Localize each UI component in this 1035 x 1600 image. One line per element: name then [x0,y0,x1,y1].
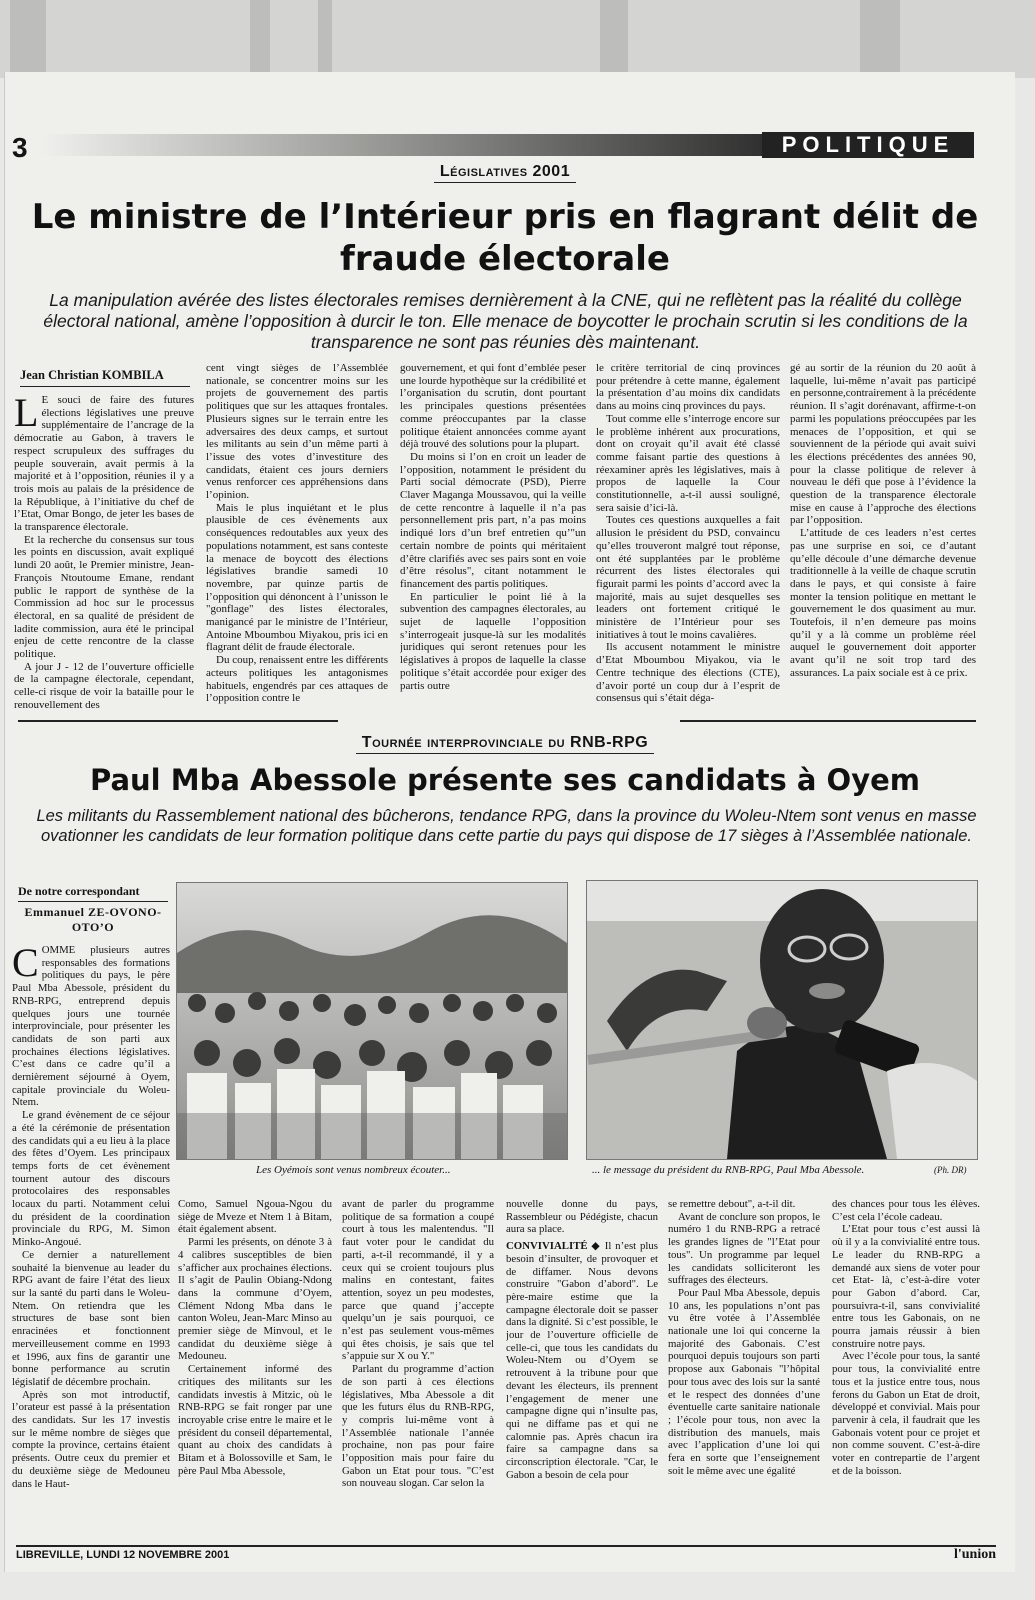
separator-rule [680,720,976,722]
scan-stripe [600,0,628,78]
article2-column-5: se remettre debout", a-t-il dit. Avant de conclure son propos, le numéro 1 du RNB-RPG a retracé les grandes lignes de "l’Etat pour tous". Un programme par lequel les candidats solliciteront les suffrages des électeurs. Pour Paul Mba Abessole, depuis 10 ans, les populations n’ont pas vu être votée à l’Assemblée nationale une loi qui concerne la majorité des Gabonais. C’est pourquoi depuis toujours son parti propose aux Gabonais "l’hôpital pour tous avec des lois sur la santé et le respect des données d’une éventuelle carte sanitaire nationale ; l’école pour tous, non avec la distribution des manuels, mais avec l’application d’une loi qui fera en sorte que l’enseignement soit le même avec une égalité [668,1198,820,1477]
diamond-icon: ◆ [587,1240,605,1253]
article1-kicker: Législatives 2001 [0,163,1010,181]
article2-column-4: nouvelle donne du pays, Rassembleur ou Pédégiste, chacun aura sa place. CONVIVIALITÉ ◆ Il n’est plus besoin d’insulter, de provoquer et de diffamer. Nous devons construire "Gabon d’abord". Le père-maire estime que la campagne électorale doit se passer dans la dignité. Si c’est possible, le jour de l’ouverture officielle de celle-ci, que tous les candidats du Woleu-Ntem ou d’Oyem se retrouvent à la tribune pour que devant les électeurs, ils prennent l’engagement de mener une campagne digne qui n’insulte pas, qui ne diffame pas et qui ne calomnie pas. Après chacun ira faire sa campagne dans sa circonscription électorale. "Car, le Gabon a besoin de cela pour [506,1198,658,1481]
scan-stripe [10,0,46,78]
article2-deck: Les militants du Rassemblement national des bûcherons, tendance RPG, dans la province du Woleu-Ntem sont venus en masse ovationner les candidats de leur formation politique dans cette partie du pays qui dispose de 17 sièges à l’Assemblée nationale. [36,807,977,845]
section-label: POLITIQUE [762,132,974,158]
article1-column-5: gé au sortir de la réunion du 20 août à laquelle, lui-même n’avait pas participé en personne,contrairement à la précédente réunion. Il s’agit dorénavant, affirme-t-on parmi les populations préoccupées par les menaces de l’opposition, et qui se souviennent de la période qui avait suivi les élections précédentes des années 90, pour la classe politique de relever à nouveau le défi que pose à l’évidence la question de la transparence électorale mise en cause à l’approche des élections par l’opposition. L’attitude de ces leaders n’est certes pas une surprise en soi, ce d’autant qu’elle découle d’une démarche devenue traditionnelle à la veille de chaque scrutin dans le pays, et qui consiste à faire monter la tension politique en mettant le gouvernement le dos quasiment au mur. Toutefois, il n’en demeure pas moins qu’il y a là comme un problème réel auquel le gouvernement doit apporter avant qu’il ne soit trop tard des assurances. La paix sociale est à ce prix. [790,362,976,679]
article2-kicker: Tournée interprovinciale du RNB-RPG [0,734,1010,752]
article1-column-2: cent vingt sièges de l’Assemblée nationale, se concentrer moins sur les projets de gouvernement des partis politiques que sur les attaques frontales. Plusieurs signes sur le terrain entre les adversaires des deux camps, et surtout les militants au sein d’un même parti à l’issue des votes d’investiture des candidats, étaient ces jours derniers venus renforcer ces appréhensions dans l’opinion. Mais le plus inquiétant et le plus plausible de ces évènements aux conséquences redoutables aux yeux des populations notamment, est sans conteste la menace de boycott des élections législatives brandie samedi 10 novembre, par quinze partis de l’opposition qui dénoncent à l’unisson le "gonflage" des listes électorales, manigancé par le ministre de l’Intérieur, Antoine Mboumbou Miyakou, pris ici en flagrant délit de fraude électorale. Du coup, renaissent entre les différents acteurs politiques les antagonismes habituels, engendrés par ces attaques de l’opposition contre le [206,362,388,705]
article1-column-1: L E souci de faire des futures élections législatives une preuve supplémentaire de l’ancrage de la démocratie au Gabon, à travers le respect scrupuleux des suffrages du peuple souverain, avait permis à la majorité et à l’opposition, réunies il y a trois mois au palais de la présidence de la République, à l’initiative du chef de l’Etat, Omar Bongo, de jeter les bases de la transparence électorale. Et la recherche du consensus sur tous les points en discussion, avait expliqué lundi 20 août, le Premier ministre, Jean-François Ntoutoume Emane, rendant public le rapport de synthèse de la Commission ad hoc sur le processus électoral, en sa qualité de président de ladite commission, aura été le principal enjeu de cette rencontre de la classe politique. A jour J - 12 de l’ouverture officielle de la campagne électorale, cependant, celle-ci risque de voir la bataille pour le renouvellement des [14,394,194,711]
byline-name: Emmanuel ZE-OVONO-OTO’O [24,905,162,934]
article2-column-3: avant de parler du programme politique de sa formation a coupé court à tous les malentendus. "Il faut voter pour le candidat du parti, a-t-il recommandé, il y a ceux qui se croient toujours plus malins en contestant, faites attention, soyez un peu modestes, parce que quand j’accepte quelqu’un je sais pourquoi, ce n’est pas seulement vous-mêmes qui êtes choisis, je sais que tel s’appuie sur X ou Y." Parlant du programme d’action de son parti à ces élections législatives, Mba Abessole a dit que les futurs élus du RNB-RPG, y compris lui-même vont à l’Assemblée nationale l’année prochaine, non pas pour faire l’opposition mais pour faire du Gabon un Etat pour tous. "C’est son nouveau slogan. Car selon la [342,1198,494,1490]
crowd-photo-image [177,883,567,1159]
speaker-photo-image [587,881,977,1159]
page-footer [16,1545,996,1561]
separator-rule [18,720,338,722]
dropcap: L [14,394,39,435]
photo-credit: (Ph. DR) [934,1165,967,1175]
dropcap: C [12,944,39,985]
caption-left: Les Oyémois sont venus nombreux écouter... [256,1164,451,1176]
article1-byline: Jean Christian KOMBILA [20,368,190,387]
masthead-logo: l'union [953,1547,996,1562]
article2-column-6: des chances pour tous les élèves. C’est cela l’école cadeau. L’Etat pour tous c’est aussi là où il y a la convivialité entre tous. Le leader du RNB-RPG a demandé aux siens de voter pour cet Etat- là, c’est-à-dire voter pour Gabon d’abord. Car, poursuivra-t-il, sans convivialité entre tous les Gabonais, on ne pourra jamais réussir à bien construire notre pays. Avec l’école pour tous, la santé pour tous, la convivialité entre tous et la justice entre tous, nous ferons du Gabon un Etat de droit, développé et convivial. Mais pour parvenir à cela, il faudrait que les Gabonais votent pour ce projet et non comme souvent. C’est-à-dire voter en contrepartie de l’argent et de la boisson. [832,1198,980,1477]
article2-byline [18,884,168,935]
byline-label: De notre correspondant [18,884,168,902]
speaker-photo [586,880,978,1160]
subhead: CONVIVIALITÉ [506,1240,588,1253]
scan-stripe [318,0,332,78]
article1-column-3: gouvernement, et qui font d’emblée peser une lourde hypothèque sur la crédibilité et l’organisation du scrutin, dont pourtant les principales questions présentées comme préoccupantes par la classe politique étaient annoncées comme ayant déjà trouvé des solutions pour la plupart. Du moins si l’on en croit un leader de l’opposition, notamment le président du Parti social démocrate (PSD), Pierre Claver Maganga Moussavou, qui la veille de cette rencontre à laquelle il n’a pas personnellement pris part, n’a pas moins indiqué lors d’un bref entretien qu’"un certain nombre de points qui méritaient d’être clarifiés avec ses pairs sont en voie d’être résolus", citant notamment le financement des partis politiques. En particulier le point lié à la subvention des campagnes électorales, au sujet de laquelle l’opposition s’interrogeait jusque-là sur les modalités juridiques qui seront retenues pour les législatives à propos de laquelle la classe politique s’était accordée pour exiger des partis outre [400,362,586,692]
article2-column-2: Como, Samuel Ngoua-Ngou du siège de Mveze et Ntem 1 à Bitam, était également absent. Parmi les présents, on dénote 3 à 4 calibres susceptibles de bien s’afficher aux prochaines élections. Il s’agit de Paulin Obiang-Ndong dans la commune d’Oyem, Clément Ndong Mba dans le canton Woleu, Jean-Marc Minso au premier siège de Minvoul, et le candidat du deuxième siège à Medouneu. Certainement informé des critiques des militants sur les candidats investis à Mitzic, où le RNB-RPG se fait ronger par une incroyable crise entre le maire et le président du conseil départemental, quant au choix des candidats à Bitam et à Bolossoville et Sam, le père Paul Mba Abessole, [178,1198,332,1477]
article1-deck: La manipulation avérée des listes électorales remises dernièrement à la CNE, qui ne reflètent pas la réalité du collège électoral national, amène l’opposition à durcir le ton. Elle menace de boycotter le prochain scrutin si les conditions de la transparence ne sont pas réunies dès maintenant. [43,290,968,352]
scan-stripe [250,0,270,78]
article1-column-4: le critère territorial de cinq provinces pour prétendre à cette manne, également la présentation d’au moins dix candidats dans au moins cinq provinces du pays. Tout comme elle s’interroge encore sur le problème inhérent aux procurations, dont on croyait qu’il avait été classé comme faisant partie des questions à réexaminer après les législatives, mais à propos de laquelle la Cour constitutionnelle, a-t-il aussi souligné, sera saisie d’ici-là. Toutes ces questions auxquelles a fait allusion le président du PSD, convaincu qu’elles trouveront malgré tout réponse, ont été supplantées par le problème récurrent des listes électorales qui figurait parmi les points d’accord avec la majorité, mais au sujet desquelles ses leaders ont fortement critiqué le ministère de l’Intérieur pour ses initiatives à tout le moins cavalières. Ils accusent notamment le ministre d’Etat Mboumbou Miyakou, via le Centre technique des élections (CTE), d’avoir porté un coup dur à l’esprit de consensus qui s’était déga- [596,362,780,705]
crowd-photo [176,882,568,1160]
page-number: 3 [12,132,28,163]
caption-right: ... le message du président du RNB-RPG, Paul Mba Abessole. [592,1164,865,1176]
scan-background [0,0,1035,78]
article2-column-1: COMME plusieurs autres responsables des formations politiques du pays, le père Paul Mba Abessole, président du RNB-RPG, entreprend depuis quelques jours une tournée interprovinciale, pour présenter les candidats de son parti aux prochaines élections législatives. C’est dans ce cadre qu’il a dernièrement séjourné à Oyem, capitale provinciale du Woleu-Ntem. Le grand évènement de ce séjour a été la cérémonie de présentation des candidats qui a eu lieu à la place des fêtes d’Oyem. Les principaux temps forts de cet évènement tournent autour des discours protocolaires des responsables locaux du parti. Notamment celui du président de la coordination provinciale du RPG, M. Simon Minko-Angoué. Ce dernier a naturellement souhaité la bienvenue au leader du RPG avant de faire l’état des lieux sur la santé du parti dans le Woleu-Ntem. On retiendra que les structures de base sont bien enracinées et fonctionnent merveilleusement comme en 1993 et 1996, aux fins de garantir une bonne performance au scrutin législatif de décembre prochain. Après son mot introductif, l’orateur est passé à la présentation des candidats. Sur les 17 investis sur le même nombre de sièges que compte la province, certains étaient présents. Outre ceux du premier et du deuxième siège de Medouneu dans le Haut- [12,944,170,1490]
scan-stripe [860,0,900,78]
dateline: LIBREVILLE, LUNDI 12 NOVEMBRE 2001 [16,1549,230,1561]
article2-headline: Paul Mba Abessole présente ses candidats à Oyem [89,763,920,797]
article1-headline: Le ministre de l’Intérieur pris en flagrant délit de fraude électorale [31,197,979,279]
